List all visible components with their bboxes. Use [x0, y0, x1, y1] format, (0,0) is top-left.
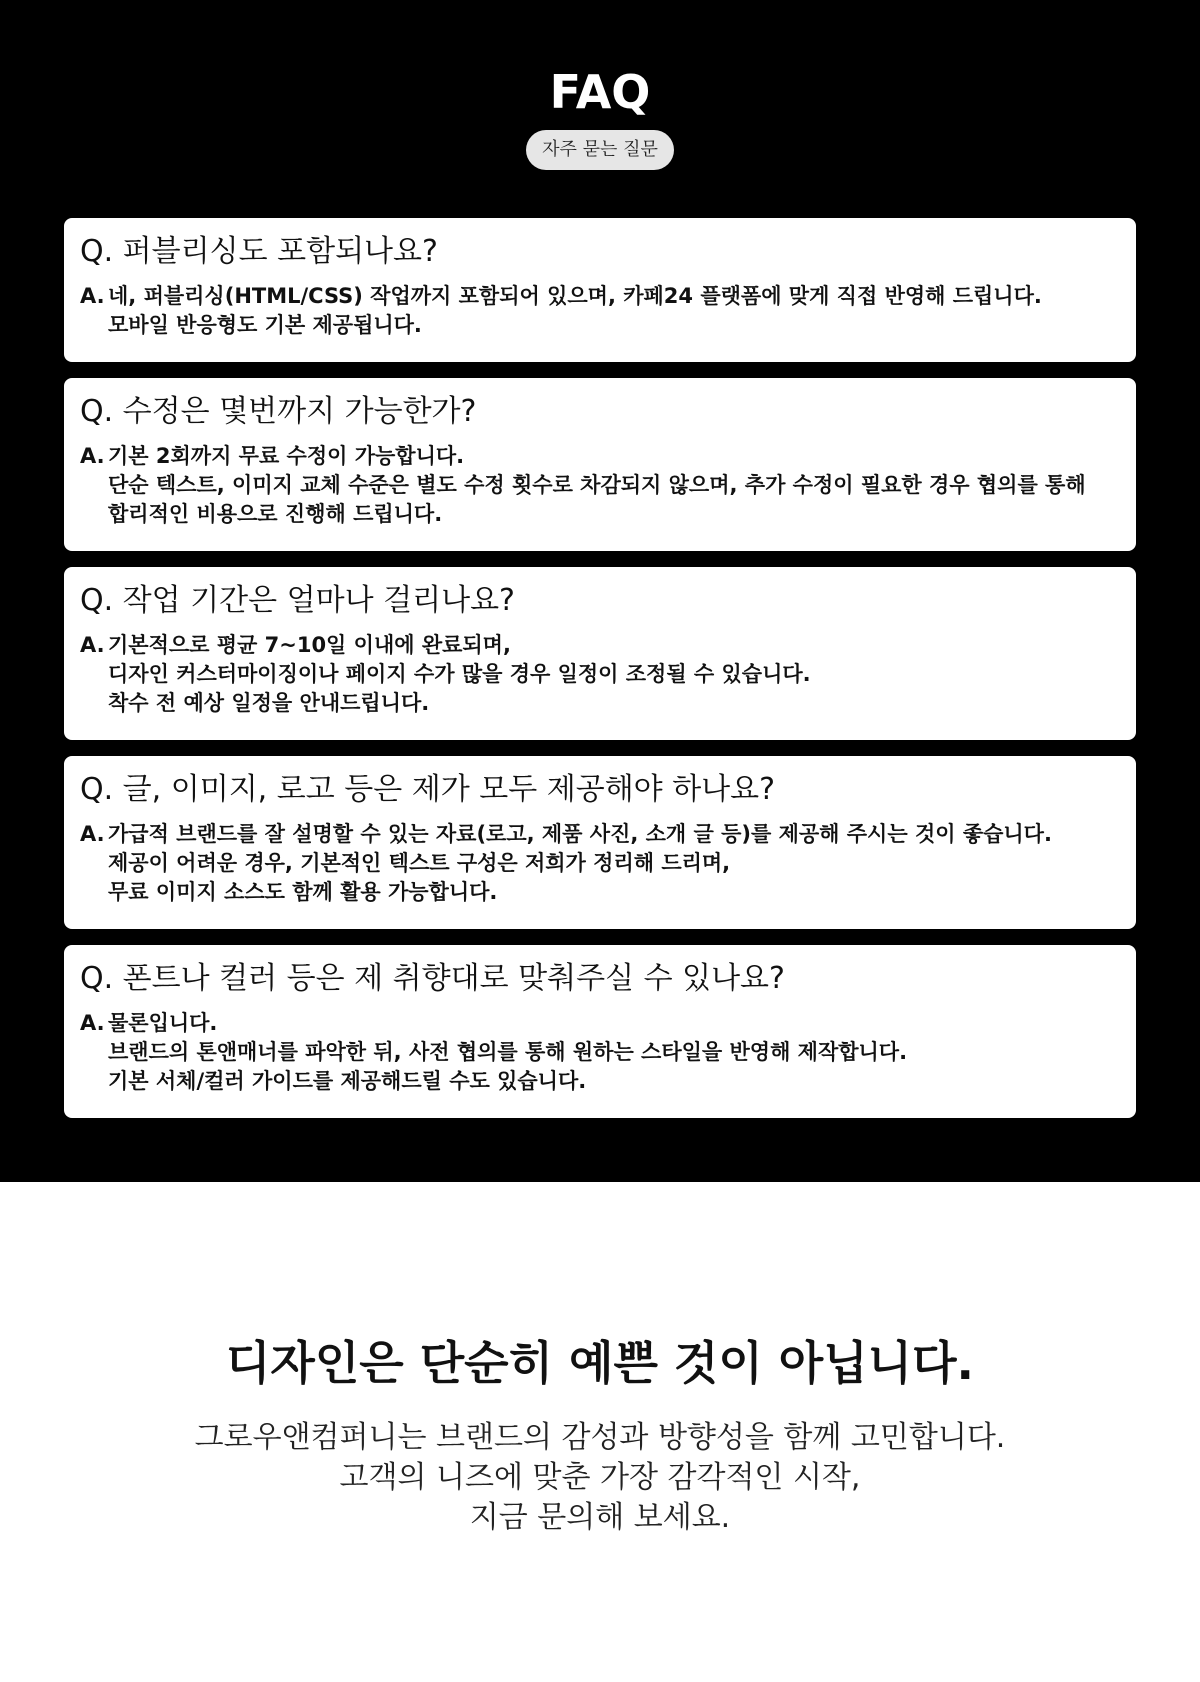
faq-question-3: Q. 작업 기간은 얼마나 걸리나요? — [80, 583, 515, 618]
closing-line: 지금 문의해 보세요. — [469, 1500, 731, 1535]
answer-lines — [108, 631, 1120, 718]
faq-question-4: Q. 글, 이미지, 로고 등은 제가 모두 제공해야 하나요? — [80, 772, 776, 807]
answer-line: 모바일 반응형도 기본 제공됩니다. — [108, 313, 422, 337]
faq-question-2: Q. 수정은 몇번까지 가능한가? — [80, 394, 477, 429]
answer-lines — [108, 1009, 1120, 1096]
faq-item-4[interactable] — [64, 756, 1136, 929]
answer-line: 네, 퍼블리싱(HTML/CSS) 작업까지 포함되어 있으며, 카페24 플랫폼에 맞게 직접 반영해 드립니다. — [108, 284, 1042, 308]
answer-line: 물론입니다. — [108, 1011, 218, 1035]
answer-line: 브랜드의 톤앤매너를 파악한 뒤, 사전 협의를 통해 원하는 스타일을 반영해 제작합니다. — [108, 1040, 908, 1064]
answer-prefix: A. — [80, 1011, 105, 1035]
answer-lines — [108, 282, 1120, 340]
faq-subtitle-badge: 자주 묻는 질문 — [526, 130, 674, 170]
closing-body — [0, 1418, 1200, 1538]
faq-answer-1 — [80, 282, 1120, 340]
faq-question-5: Q. 폰트나 컬러 등은 제 취향대로 맞춰주실 수 있나요? — [80, 961, 785, 996]
answer-line: 기본적으로 평균 7~10일 이내에 완료되며, — [108, 633, 511, 657]
faq-item-2[interactable] — [64, 378, 1136, 551]
faq-item-1[interactable] — [64, 218, 1136, 362]
faq-answer-4 — [80, 820, 1120, 907]
answer-line: 기본 서체/컬러 가이드를 제공해드릴 수도 있습니다. — [108, 1069, 587, 1093]
answer-prefix: A. — [80, 633, 105, 657]
closing-title: 디자인은 단순히 예쁜 것이 아닙니다. — [225, 1336, 975, 1390]
answer-prefix: A. — [80, 284, 105, 308]
closing-section — [0, 1182, 1200, 1682]
answer-line: 가급적 브랜드를 잘 설명할 수 있는 자료(로고, 제품 사진, 소개 글 등)를 제공해 주시는 것이 좋습니다. — [108, 822, 1052, 846]
faq-item-3[interactable] — [64, 567, 1136, 740]
faq-answer-5 — [80, 1009, 1120, 1096]
faq-item-5[interactable] — [64, 945, 1136, 1118]
answer-line: 무료 이미지 소스도 함께 활용 가능합니다. — [108, 880, 498, 904]
answer-lines — [108, 820, 1120, 907]
faq-question-1: Q. 퍼블리싱도 포함되나요? — [80, 234, 438, 269]
answer-lines — [108, 442, 1120, 529]
answer-prefix: A. — [80, 444, 105, 468]
answer-line: 단순 텍스트, 이미지 교체 수준은 별도 수정 횟수로 차감되지 않으며, 추가 수정이 필요한 경우 협의를 통해 — [108, 473, 1086, 497]
answer-line: 착수 전 예상 일정을 안내드립니다. — [108, 691, 430, 715]
answer-prefix: A. — [80, 822, 105, 846]
faq-subtitle-wrap — [0, 130, 1200, 170]
answer-line: 합리적인 비용으로 진행해 드립니다. — [108, 502, 443, 526]
closing-line: 그로우앤컴퍼니는 브랜드의 감성과 방향성을 함께 고민합니다. — [194, 1420, 1006, 1455]
faq-title: FAQ — [549, 65, 651, 119]
answer-line: 기본 2회까지 무료 수정이 가능합니다. — [108, 444, 465, 468]
closing-line: 고객의 니즈에 맞춘 가장 감각적인 시작, — [339, 1460, 861, 1495]
faq-answer-2 — [80, 442, 1120, 529]
answer-line: 제공이 어려운 경우, 기본적인 텍스트 구성은 저희가 정리해 드리며, — [108, 851, 731, 875]
answer-line: 디자인 커스터마이징이나 페이지 수가 많을 경우 일정이 조정될 수 있습니다. — [108, 662, 811, 686]
faq-answer-3 — [80, 631, 1120, 718]
